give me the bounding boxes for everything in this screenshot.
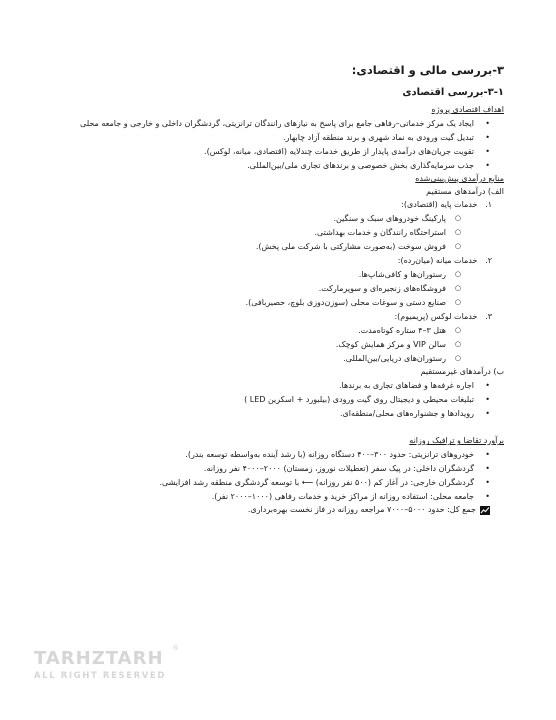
revenue-heading: منابع درآمدی پیش‌بینی‌شده <box>415 173 504 183</box>
tarhztarh-logo <box>34 644 184 698</box>
goal-item: • تبدیل گیت ورودی به نماد شهری و برند منطقه آزاد چابهار. <box>52 131 504 145</box>
service-group-list <box>52 268 504 310</box>
service-group-list <box>52 212 504 254</box>
goal-item: • تقویت جریان‌های درآمدی پایدار از طریق خدمات چندلایه (اقتصادی، میانه، لوکس). <box>52 145 504 159</box>
service-group-label: خدمات لوکس (پریمیوم): <box>394 312 478 322</box>
service-item: ○ پارکینگ خودروهای سبک و سنگین. <box>52 212 504 226</box>
subsection-title: ۳-۱-بررسی اقتصادی <box>402 87 504 99</box>
service-item: ○ رستوران‌ها و کافی‌شاپ‌ها. <box>52 268 504 282</box>
demand-item: • خودروهای ترانزیتی: حدود ۳۰۰–۴۰۰ دستگاه روزانه (با رشد آینده به‌واسطه توسعه بندر). <box>52 448 504 462</box>
demand-item: • گردشگران خارجی: در آغاز کم (۵۰۰ نفر روزانه) ⟵ با توسعه گردشگری منطقه رشد افزایشی. <box>52 476 504 490</box>
service-group-number: ۳. <box>485 312 492 322</box>
indirect-revenue-list <box>52 379 504 421</box>
service-group-label: خدمات پایه (اقتصادی): <box>401 200 478 210</box>
indirect-revenue-item: • تبلیغات محیطی و دیجیتال روی گیت ورودی (بیلبورد + اسکرین LED ) <box>52 393 504 407</box>
service-group-label: خدمات میانه (میان‌رده): <box>397 256 478 266</box>
service-item: ○ فروشگاه‌های زنجیره‌ای و سوپرمارکت. <box>52 282 504 296</box>
registered-mark-icon: ® <box>172 644 179 652</box>
indirect-revenue-item: • اجاره غرفه‌ها و فضاهای تجاری به برندها. <box>52 379 504 393</box>
logo-wordmark: TARHZTARH <box>34 648 164 669</box>
indirect-revenue-heading: ب) درآمدهای غیرمستقیم <box>420 367 504 377</box>
service-group-list <box>52 324 504 366</box>
document-body <box>52 62 504 517</box>
demand-item: • جامعه محلی: استفاده روزانه از مراکز خرید و خدمات رفاهی (۱۰۰۰–۲۰۰۰ نفر). <box>52 490 504 504</box>
service-item: ○ هتل ۳–۴ ستاره کوتاه‌مدت. <box>52 324 504 338</box>
section-title: ۳-بررسی مالی و اقتصادی: <box>351 63 504 77</box>
demand-list <box>52 448 504 504</box>
trend-chart-icon <box>480 506 490 515</box>
demand-item: • گردشگران داخلی: در پیک سفر (تعطیلات نوروز، زمستان) ۲۰۰۰–۴۰۰۰ نفر روزانه. <box>52 462 504 476</box>
demand-heading: برآورد تقاضا و ترافیک روزانه <box>409 436 504 446</box>
service-group-title <box>52 254 504 268</box>
goal-item: • جذب سرمایه‌گذاری بخش خصوصی و برندهای تجاری ملی/بین‌المللی. <box>52 159 504 173</box>
logo-tagline: ALL RIGHT RESERVED <box>34 671 166 681</box>
service-item: ○ صنایع دستی و سوغات محلی (سوزن‌دوزی بلوچ، حصیربافی). <box>52 296 504 310</box>
service-item: ○ سالن VIP و مرکز همایش کوچک. <box>52 338 504 352</box>
demand-total-text: جمع کل: حدود ۵۰۰۰–۷۰۰۰ مراجعه روزانه در فاز نخست بهره‌برداری. <box>247 505 476 515</box>
service-item: ○ رستوران‌های دریایی/بین‌المللی. <box>52 352 504 366</box>
service-group-title <box>52 310 504 324</box>
goals-heading: اهداف اقتصادی پروژه <box>431 105 504 115</box>
goals-list <box>52 117 504 173</box>
demand-total <box>52 504 504 517</box>
direct-revenue-heading: الف) درآمدهای مستقیم <box>426 186 504 196</box>
goal-item: • ایجاد یک مرکز خدماتی–رفاهی جامع برای پاسخ به نیازهای رانندگان ترانزیتی، گردشگران داخلی و خارجی و جامعه محلی <box>52 117 504 131</box>
service-group-title <box>52 198 504 212</box>
service-group-number: ۲. <box>485 256 492 266</box>
indirect-revenue-item: • رویدادها و جشنواره‌های محلی/منطقه‌ای. <box>52 407 504 421</box>
service-group-number: ۱. <box>485 200 492 210</box>
service-item: ○ استراحتگاه رانندگان و خدمات بهداشتی. <box>52 226 504 240</box>
service-item: ○ فروش سوخت (به‌صورت مشارکتی با شرکت ملی پخش). <box>52 240 504 254</box>
